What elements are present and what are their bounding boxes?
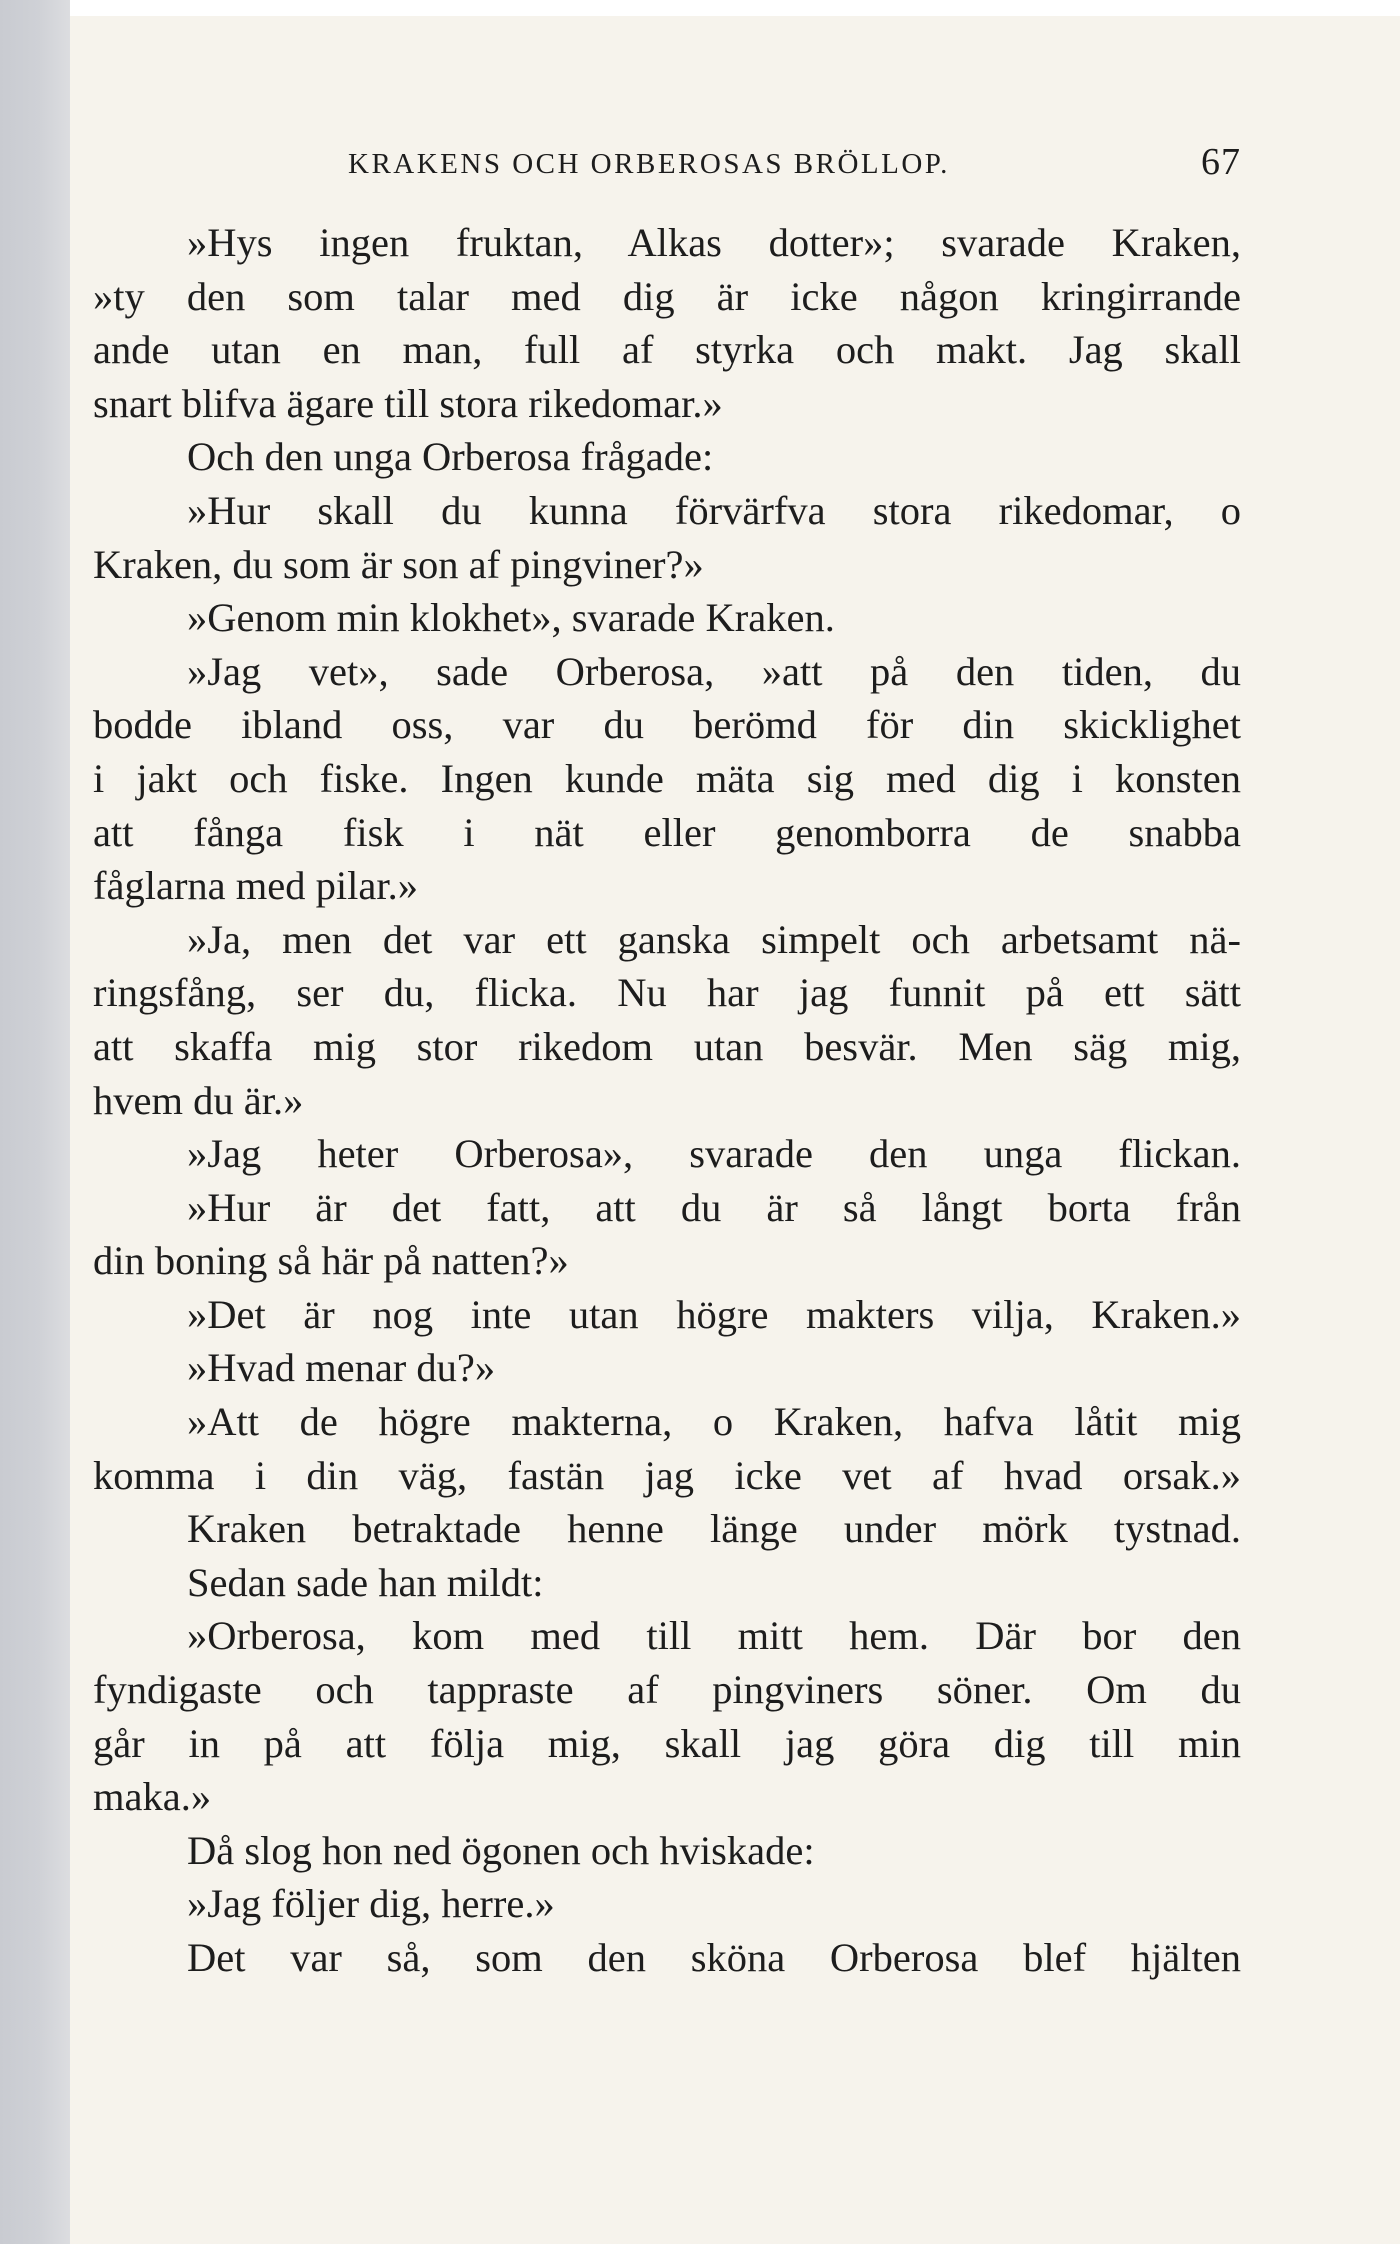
text-line: komma i din väg, fastän jag icke vet af hvad orsak.» [93,1452,1241,1498]
text-line: »Att de högre makterna, o Kraken, hafva låtit mig [187,1399,1241,1445]
text-line: ringsfång, ser du, flicka. Nu har jag funnit på ett sätt [93,970,1241,1016]
text-line: »Hur skall du kunna förvärfva stora rikedomar, o [187,487,1241,533]
body-text [93,216,1241,1985]
text-line: Det var så, som den sköna Orberosa blef hjälten [187,1935,1241,1980]
text-line: »Jag vet», sade Orberosa, »att på den tiden, du [187,648,1241,694]
text-line: går in på att följa mig, skall jag göra dig till min [93,1720,1241,1766]
text-line: »Jag följer dig, herre.» [187,1881,555,1927]
text-line: att skaffa mig stor rikedom utan besvär. Men säg mig, [93,1023,1241,1069]
text-line: ande utan en man, full af styrka och makt. Jag skall [93,327,1241,373]
text-line: Då slog hon ned ögonen och hviskade: [187,1827,815,1873]
text-line: bodde ibland oss, var du berömd för din skicklighet [93,702,1241,748]
page-content [93,140,1241,1985]
text-line: »Orberosa, kom med till mitt hem. Där bor den [187,1613,1241,1659]
running-header [93,140,1241,192]
text-line: »Hvad menar du?» [187,1345,496,1391]
text-line: Kraken betraktade henne länge under mörk tystnad. [187,1506,1241,1552]
scanner-margin [0,0,70,2244]
text-line: i jakt och fiske. Ingen kunde mäta sig med dig i konsten [93,755,1241,801]
text-line: »Hur är det fatt, att du är så långt borta från [187,1184,1241,1230]
text-line: »Jag heter Orberosa», svarade den unga flickan. [187,1131,1241,1177]
text-line: snart blifva ägare till stora rikedomar.» [93,380,723,426]
text-line: »Ja, men det var ett ganska simpelt och arbetsamt nä- [187,916,1241,962]
text-line: maka.» [93,1774,212,1820]
text-line: din boning så här på natten?» [93,1238,569,1284]
page-number: 67 [1201,141,1241,183]
text-line: hvem du är.» [93,1077,304,1123]
text-line: »Det är nog inte utan högre makters vilja, Kraken.» [187,1291,1241,1337]
text-line: »Hys ingen fruktan, Alkas dotter»; svarade Kraken, [187,220,1241,265]
text-line: fyndigaste och tappraste af pingviners söner. Om du [93,1667,1241,1713]
text-line: »Genom min klokhet», svarade Kraken. [187,595,835,641]
text-line: fåglarna med pilar.» [93,863,418,909]
running-head-title: KRAKENS OCH ORBEROSAS BRÖLLOP. [348,148,950,180]
text-line: att fånga fisk i nät eller genomborra de snabba [93,809,1241,855]
text-line: Sedan sade han mildt: [187,1559,544,1605]
text-line: »ty den som talar med dig är icke någon kringirrande [93,273,1241,319]
text-line: Kraken, du som är son af pingviner?» [93,541,704,587]
text-line: Och den unga Orberosa frågade: [187,434,714,480]
